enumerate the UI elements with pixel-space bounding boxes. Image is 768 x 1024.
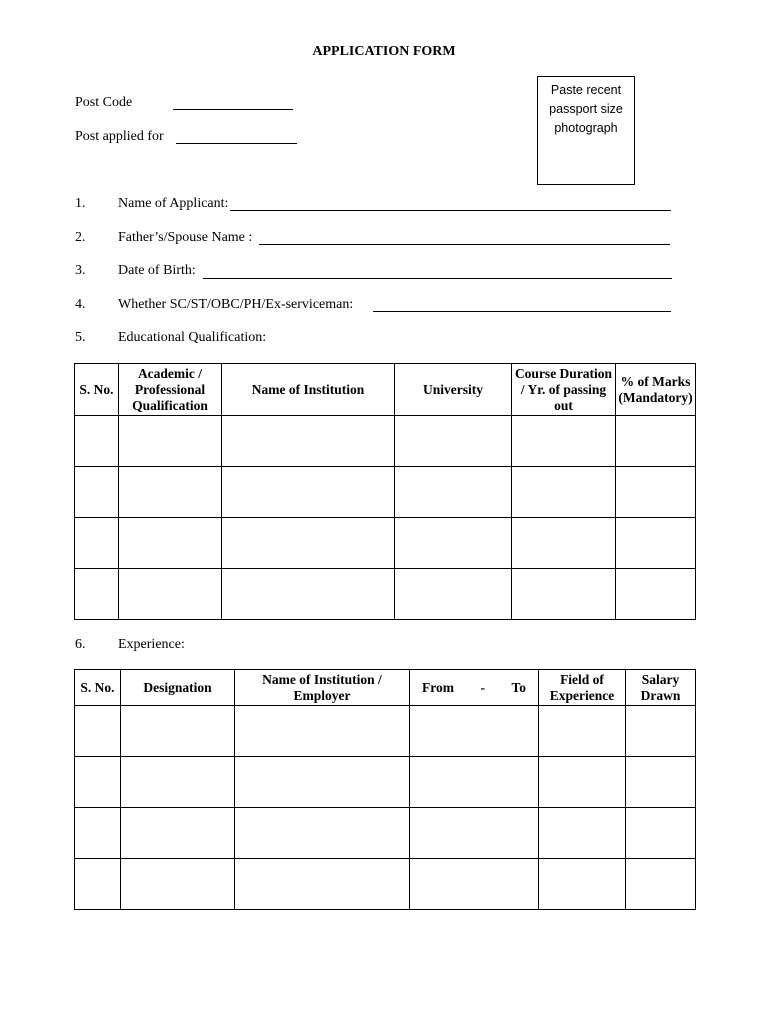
table-cell[interactable] xyxy=(119,467,222,518)
item-4-number: 4. xyxy=(75,297,86,312)
table-cell[interactable] xyxy=(75,757,121,808)
category-label: Whether SC/ST/OBC/PH/Ex-serviceman: xyxy=(118,297,354,312)
header-line: % of Marks xyxy=(620,373,691,389)
header-from: From xyxy=(422,679,454,695)
header-dash: - xyxy=(480,679,485,695)
table-row xyxy=(75,757,696,808)
table-cell[interactable] xyxy=(512,569,616,620)
post-code-label: Post Code xyxy=(75,95,133,110)
table-cell[interactable] xyxy=(512,467,616,518)
table-cell[interactable] xyxy=(121,859,235,910)
table-cell[interactable] xyxy=(222,518,395,569)
table-cell[interactable] xyxy=(235,859,410,910)
header-line: Field of xyxy=(560,671,604,687)
table-row xyxy=(75,859,696,910)
table-cell[interactable] xyxy=(119,416,222,467)
table-cell[interactable] xyxy=(539,859,626,910)
table-cell[interactable] xyxy=(75,467,119,518)
item-2-number: 2. xyxy=(75,230,86,245)
header-course-duration xyxy=(512,364,616,416)
table-cell[interactable] xyxy=(121,808,235,859)
item-3-number: 3. xyxy=(75,263,86,278)
photo-box-line: Paste recent xyxy=(550,83,622,97)
item-1-number: 1. xyxy=(75,196,86,211)
table-cell[interactable] xyxy=(410,706,539,757)
post-applied-label: Post applied for xyxy=(75,129,164,144)
photo-box-line: passport size xyxy=(549,102,623,116)
header-qualification xyxy=(119,364,222,416)
table-row xyxy=(75,416,696,467)
photo-box[interactable] xyxy=(537,76,635,185)
header-university: University xyxy=(395,364,512,416)
header-line: Experience xyxy=(549,687,615,703)
photo-box-line: photograph xyxy=(554,121,618,135)
header-salary xyxy=(626,670,696,706)
date-of-birth-label: Date of Birth: xyxy=(118,263,196,278)
header-to: To xyxy=(511,679,526,695)
post-applied-field[interactable] xyxy=(176,143,297,144)
table-cell[interactable] xyxy=(626,808,696,859)
table-cell[interactable] xyxy=(119,518,222,569)
header-line: Employer xyxy=(293,687,351,703)
header-employer xyxy=(235,670,410,706)
experience-table xyxy=(74,669,696,910)
header-field-of-experience xyxy=(539,670,626,706)
header-line: / Yr. of passing xyxy=(520,381,607,397)
header-line: Salary xyxy=(641,671,680,687)
table-cell[interactable] xyxy=(395,467,512,518)
father-spouse-name-label: Father’s/Spouse Name : xyxy=(118,230,253,245)
table-cell[interactable] xyxy=(410,808,539,859)
table-cell[interactable] xyxy=(616,569,696,620)
table-row xyxy=(75,518,696,569)
table-cell[interactable] xyxy=(235,757,410,808)
post-code-field[interactable] xyxy=(173,109,293,110)
date-of-birth-field[interactable] xyxy=(203,278,672,279)
table-cell[interactable] xyxy=(121,757,235,808)
table-cell[interactable] xyxy=(235,808,410,859)
table-cell[interactable] xyxy=(121,706,235,757)
applicant-name-field[interactable] xyxy=(230,210,671,211)
table-row xyxy=(75,808,696,859)
table-cell[interactable] xyxy=(75,569,119,620)
header-marks xyxy=(616,364,696,416)
table-cell[interactable] xyxy=(626,859,696,910)
header-sno: S. No. xyxy=(75,670,121,706)
table-cell[interactable] xyxy=(222,416,395,467)
table-row xyxy=(75,569,696,620)
education-label: Educational Qualification: xyxy=(118,330,267,345)
table-cell[interactable] xyxy=(119,569,222,620)
table-row xyxy=(75,706,696,757)
table-cell[interactable] xyxy=(75,706,121,757)
table-cell[interactable] xyxy=(626,757,696,808)
category-field[interactable] xyxy=(373,311,671,312)
table-header-row xyxy=(75,670,696,706)
header-line: Course Duration xyxy=(514,365,613,381)
table-cell[interactable] xyxy=(75,416,119,467)
page-title: APPLICATION FORM xyxy=(312,44,456,59)
table-cell[interactable] xyxy=(626,706,696,757)
table-cell[interactable] xyxy=(512,416,616,467)
item-6-number: 6. xyxy=(75,637,86,652)
header-line: Academic / xyxy=(137,365,203,381)
table-cell[interactable] xyxy=(222,467,395,518)
table-cell[interactable] xyxy=(410,859,539,910)
table-cell[interactable] xyxy=(539,706,626,757)
education-table xyxy=(74,363,696,620)
experience-label: Experience: xyxy=(118,637,185,652)
header-line: Qualification xyxy=(132,397,208,413)
table-cell[interactable] xyxy=(75,518,119,569)
header-designation: Designation xyxy=(121,670,235,706)
table-row xyxy=(75,467,696,518)
table-cell[interactable] xyxy=(222,569,395,620)
header-from-to xyxy=(410,670,539,706)
table-cell[interactable] xyxy=(616,467,696,518)
table-cell[interactable] xyxy=(512,518,616,569)
item-5-number: 5. xyxy=(75,330,86,345)
header-line: (Mandatory) xyxy=(618,389,693,405)
table-cell[interactable] xyxy=(410,757,539,808)
header-sno: S. No. xyxy=(75,364,119,416)
table-cell[interactable] xyxy=(616,416,696,467)
header-line: Drawn xyxy=(640,687,681,703)
table-cell[interactable] xyxy=(616,518,696,569)
header-line: Name of Institution / xyxy=(262,671,382,687)
header-line: out xyxy=(554,397,573,413)
table-cell[interactable] xyxy=(395,518,512,569)
header-line: Professional xyxy=(134,381,206,397)
table-cell[interactable] xyxy=(235,706,410,757)
table-cell[interactable] xyxy=(75,859,121,910)
table-cell[interactable] xyxy=(539,757,626,808)
header-institution: Name of Institution xyxy=(222,364,395,416)
table-cell[interactable] xyxy=(395,416,512,467)
table-cell[interactable] xyxy=(395,569,512,620)
father-spouse-name-field[interactable] xyxy=(259,244,670,245)
table-header-row xyxy=(75,364,696,416)
table-cell[interactable] xyxy=(75,808,121,859)
table-cell[interactable] xyxy=(539,808,626,859)
applicant-name-label: Name of Applicant: xyxy=(118,196,229,211)
